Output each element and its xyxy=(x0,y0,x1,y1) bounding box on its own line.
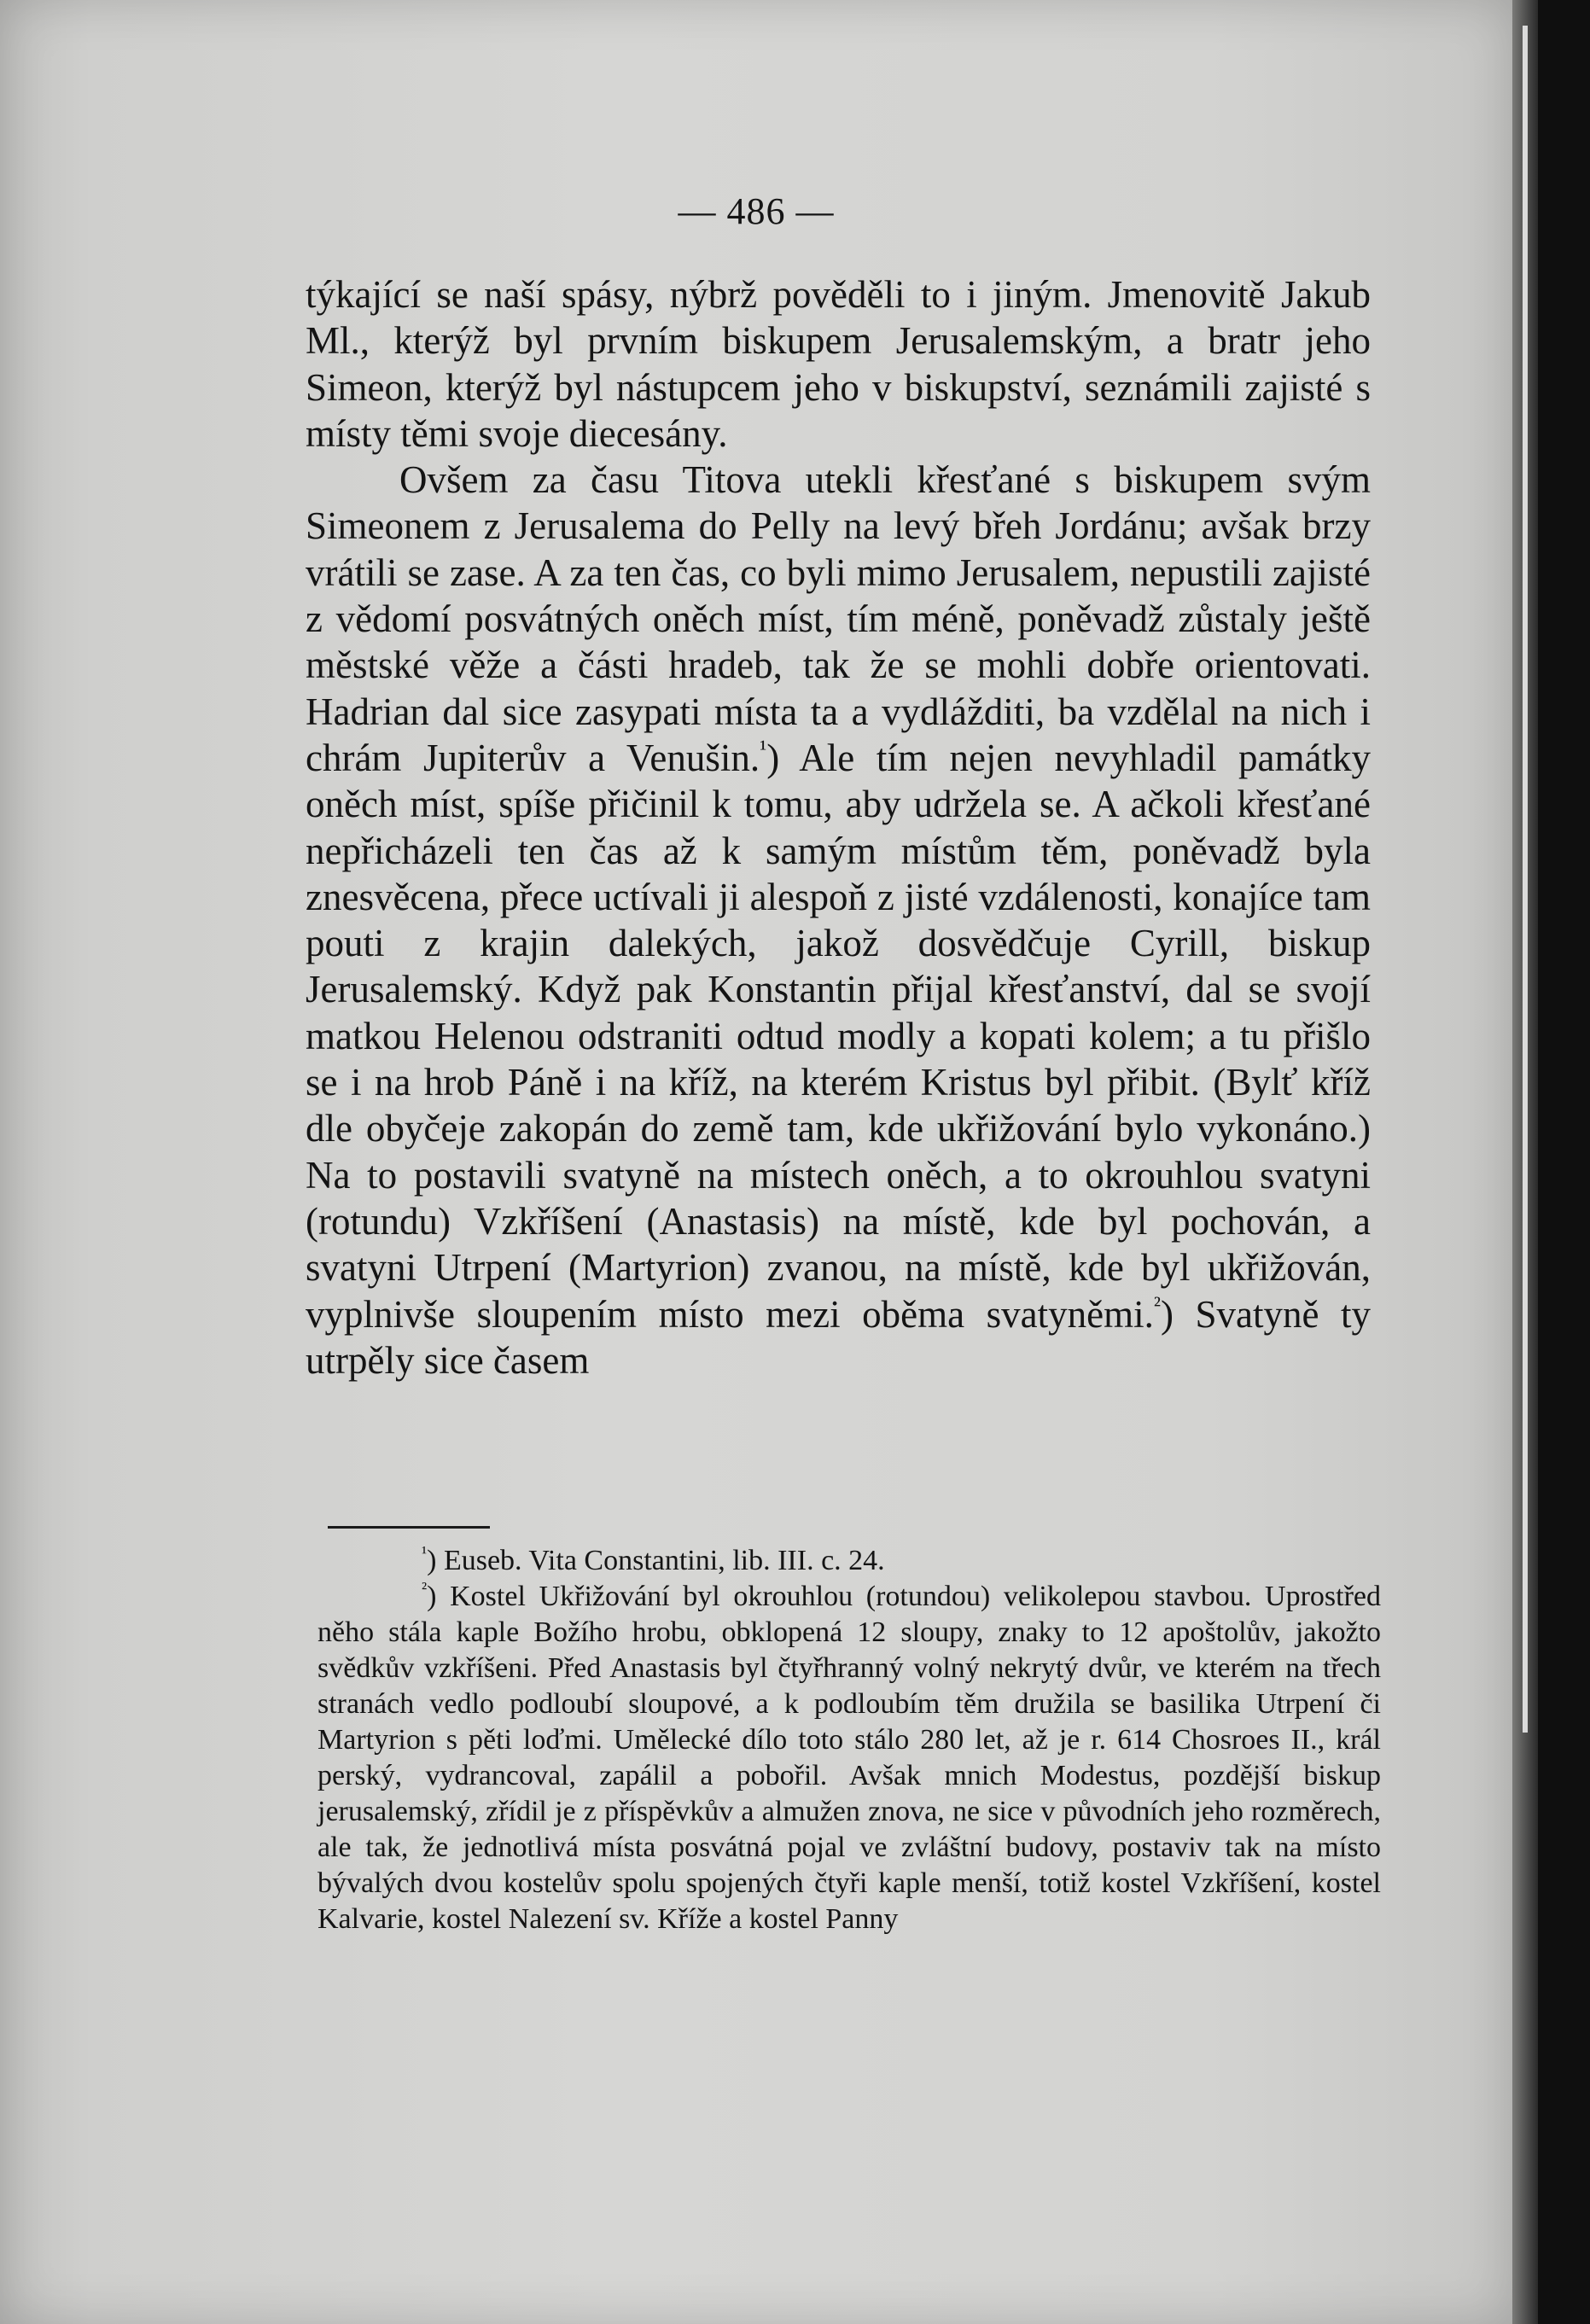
footnote-ref-1: ¹ xyxy=(760,735,767,761)
footnote-1-text: ) Euseb. Vita Constantini, lib. III. c. 24. xyxy=(427,1545,885,1576)
paragraph-2-part-a: Ovšem za času Titova utekli křesťané s biskupem svým Simeonem z Jerusalema do Pelly na levý břeh Jordánu; avšak brzy vrátili se zase. A za ten čas, co byli mimo Jerusalem, nepustili zajisté z vědomí posvátných oněch míst, tím méně, poněvadž zůstaly ještě městské věže a části hradeb, tak že se mohli dobře orientovati. Hadrian dal sice zasypati místa ta a vydlážditi, ba vzdělal na nich i chrám Jupiterův a Venušin. xyxy=(306,458,1371,779)
footnotes xyxy=(317,1543,1381,1937)
page-edge-highlight xyxy=(1523,26,1528,1733)
paragraph-1: týkající se naší spásy, nýbrž pověděli to i jiným. Jmenovitě Jakub Ml., kterýž byl prvním biskupem Jerusalemským, a bratr jeho Simeon, kterýž byl nástupcem jeho v biskupství, seznámili zajisté s místy těmi svoje diecesány. xyxy=(306,273,1371,455)
main-text xyxy=(306,271,1371,1383)
paragraph-2-part-c: ) Svatyně ty utrpěly sice časem xyxy=(306,1292,1372,1382)
paragraph-2 xyxy=(306,457,1371,1383)
paragraph-2-part-b: ) Ale tím nejen nevyhladil památky oněch míst, spíše přičinil k tomu, aby udržela se. A ačkoli křesťané nepřicházeli ten čas až k samým místům těm, poněvadž byla znesvěcena, přece uctívali ji alespoň z jisté vzdálenosti, konajíce tam pouti z krajin dalekých, jakož dosvědčuje Cyrill, biskup Jerusalemský. Když pak Konstantin přijal křesťanství, dal se svojí matkou Helenou odstraniti odtud modly a kopati kolem; a tu přišlo se i na hrob Páně i na kříž, na kterém Kristus byl přibit. (Bylť kříž dle obyčeje zakopán do země tam, kde ukřižování bylo vykonáno.) Na to postavili svatyně na místech oněch, a to okrouhlou svatyni (rotundu) Vzkříšení (Anastasis) na místě, kde byl pochován, a svatyni Utrpení (Martyrion) zvanou, na místě, kde byl ukřižován, vyplnivše sloupením místo mezi oběma svatyněmi. xyxy=(306,736,1371,1336)
page-number: — 486 — xyxy=(678,190,835,232)
footnote-ref-2: ² xyxy=(1153,1290,1161,1317)
footnote-divider xyxy=(328,1526,490,1529)
footnote-2-mark: ² xyxy=(422,1579,428,1599)
footnote-2-text: ) Kostel Ukřižování byl okrouhlou (rotundou) velikolepou stavbou. Uprostřed něho stála kaple Božího hrobu, obklopená 12 sloupy, znaky to 12 apoštolův, jakožto svědkův vzkříšeni. Před Anastasis byl čtyřhranný volný nekrytý dvůr, ve kterém na třech stranách vedlo podloubí sloupové, a k podloubím těm družila se basilika Utrpení či Martyrion s pěti loďmi. Umělecké dílo toto stálo 280 let, až je r. 614 Chosroes II., král perský, vydrancoval, zapálil a pobořil. Avšak mnich Modestus, pozdější biskup jerusalemský, zřídil je z příspěvkův a almužen znova, ne sice v původních jeho rozměrech, ale tak, že jednotlivá místa posvátná pojal ve zvláštní budovy, postaviv tak na místo bývalých dvou kostelův spolu spojených čtyři kaple menší, totiž kostel Vzkříšení, kostel Kalvarie, kostel Nalezení sv. Kříže a kostel Panny xyxy=(317,1581,1381,1935)
footnote-2 xyxy=(317,1579,1381,1937)
footnote-1 xyxy=(317,1543,1381,1579)
footnote-1-mark: ¹ xyxy=(422,1543,428,1563)
